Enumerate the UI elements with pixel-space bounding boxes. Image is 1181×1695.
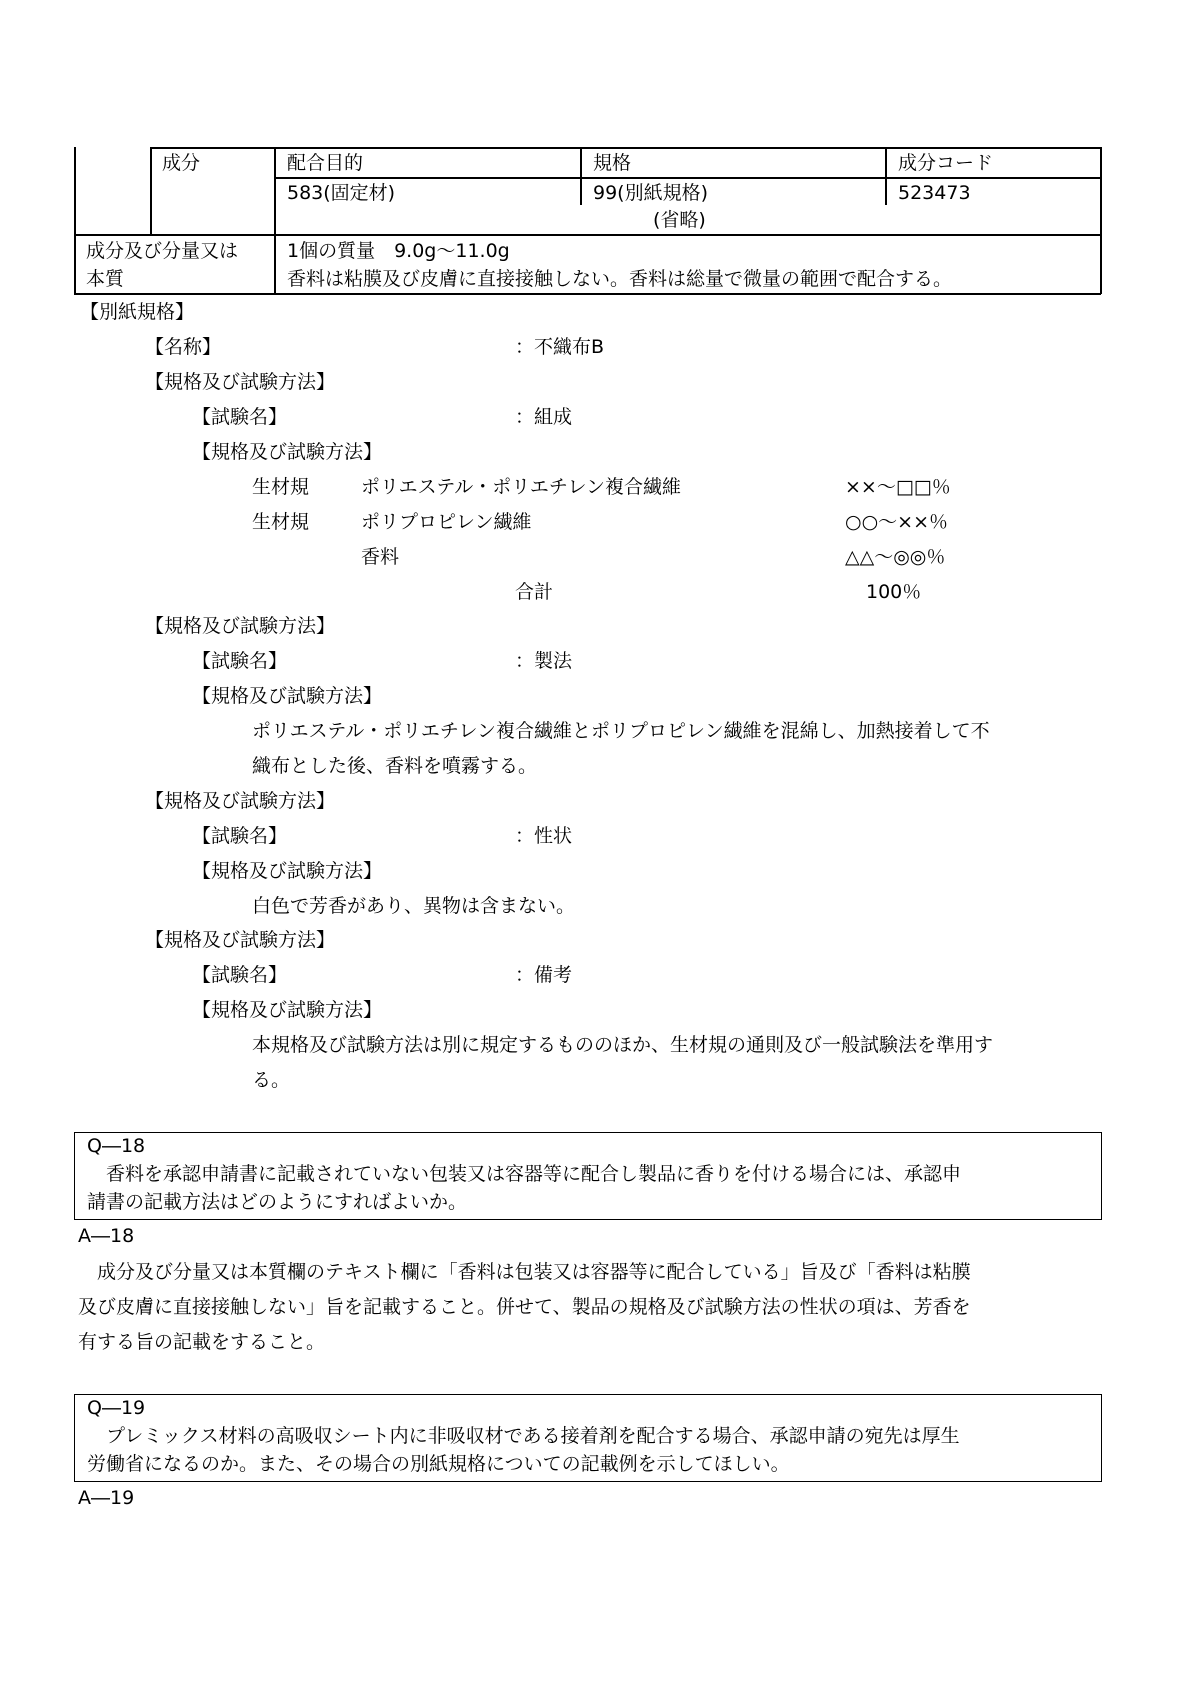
method-label: 【規格及び試験方法】 <box>192 999 383 1021</box>
composition-ratio: △△～◎◎％ <box>845 546 946 568</box>
method-label: 【規格及び試験方法】 <box>192 685 383 707</box>
composition-ratio: ○○～××％ <box>845 511 948 533</box>
answer-label: A―18 <box>78 1225 135 1247</box>
spec-name-value: ：不織布B <box>515 336 605 358</box>
table-col-divider <box>150 147 152 235</box>
amount-value-line1: 1個の質量 9.0g～11.0g <box>287 240 510 262</box>
table-row-divider <box>74 234 1101 236</box>
amount-value-line2: 香料は粘膜及び皮膚に直接接触しない。香料は総量で微量の範囲で配合する。 <box>287 268 953 290</box>
table-border-right <box>1100 147 1102 294</box>
table-col-divider <box>274 147 276 294</box>
question-label: Q―19 <box>87 1397 146 1419</box>
composition-total-value: 100％ <box>866 581 922 603</box>
method-text: 織布とした後、香料を噴霧する。 <box>252 755 538 777</box>
method-text: る。 <box>252 1069 291 1091</box>
method-label: 【規格及び試験方法】 <box>192 860 383 882</box>
cell-omitted: (省略) <box>653 209 706 231</box>
composition-ratio: ××～□□％ <box>845 476 951 498</box>
amount-label-line2: 本質 <box>86 268 125 290</box>
composition-material: 香料 <box>361 546 400 568</box>
question-text: 労働省になるのか。また、その場合の別紙規格についての記載例を示してほしい。 <box>87 1453 790 1475</box>
spec-name-label: 【名称】 <box>145 336 222 358</box>
table-col-divider <box>885 147 887 205</box>
test-name-label: 【試験名】 <box>192 406 288 428</box>
table-border-bottom <box>74 293 1101 295</box>
method-label: 【規格及び試験方法】 <box>192 441 383 463</box>
ingredient-label: 成分 <box>162 152 201 174</box>
table-border-top <box>150 147 1101 149</box>
amount-label-line1: 成分及び分量又は <box>86 240 239 262</box>
cell-ingredient-code: 523473 <box>898 182 971 204</box>
header-ingredient-code: 成分コード <box>898 152 994 174</box>
method-text: 本規格及び試験方法は別に規定するもののほか、生材規の通則及び一般試験法を準用す <box>252 1034 994 1056</box>
test-name-label: 【試験名】 <box>192 825 288 847</box>
question-label: Q―18 <box>87 1135 146 1157</box>
test-name-value: ：製法 <box>515 650 573 672</box>
answer-text: 有する旨の記載をすること。 <box>78 1331 326 1353</box>
header-standard: 規格 <box>593 152 632 174</box>
header-purpose: 配合目的 <box>287 152 364 174</box>
method-label: 【規格及び試験方法】 <box>145 790 336 812</box>
test-name-label: 【試験名】 <box>192 650 288 672</box>
cell-standard: 99(別紙規格) <box>593 182 709 204</box>
method-text: ポリエステル・ポリエチレン複合繊維とポリプロピレン繊維を混綿し、加熱接着して不 <box>252 720 990 742</box>
table-border-left <box>74 147 76 294</box>
table-col-divider <box>580 147 582 205</box>
question-text: 請書の記載方法はどのようにすればよいか。 <box>87 1191 468 1213</box>
composition-total-label: 合計 <box>515 581 554 603</box>
method-label: 【規格及び試験方法】 <box>145 929 336 951</box>
question-text: 香料を承認申請書に記載されていない包装又は容器等に配合し製品に香りを付ける場合には、承認申 <box>87 1163 962 1185</box>
composition-material: ポリプロピレン繊維 <box>361 511 532 533</box>
test-name-value: ：性状 <box>515 825 573 847</box>
cell-purpose: 583(固定材) <box>287 182 396 204</box>
answer-label: A―19 <box>78 1487 135 1509</box>
composition-material: ポリエステル・ポリエチレン複合繊維 <box>361 476 682 498</box>
spec-heading: 【別紙規格】 <box>80 301 195 323</box>
method-label: 【規格及び試験方法】 <box>145 615 336 637</box>
answer-text: 及び皮膚に直接接触しない」旨を記載すること。併せて、製品の規格及び試験方法の性状の項は、芳香を <box>78 1296 971 1318</box>
table-row-divider <box>274 177 1101 179</box>
test-name-label: 【試験名】 <box>192 964 288 986</box>
answer-text: 成分及び分量又は本質欄のテキスト欄に「香料は包装又は容器等に配合している」旨及び「香料は粘膜 <box>78 1261 971 1283</box>
method-text: 白色で芳香があり、異物は含まない。 <box>252 895 576 917</box>
question-text: プレミックス材料の高吸収シート内に非吸収材である接着剤を配合する場合、承認申請の宛先は厚生 <box>87 1425 960 1447</box>
test-name-value: ：備考 <box>515 964 573 986</box>
method-label: 【規格及び試験方法】 <box>145 371 336 393</box>
test-name-value: ：組成 <box>515 406 573 428</box>
composition-std: 生材規 <box>252 511 310 533</box>
composition-std: 生材規 <box>252 476 310 498</box>
